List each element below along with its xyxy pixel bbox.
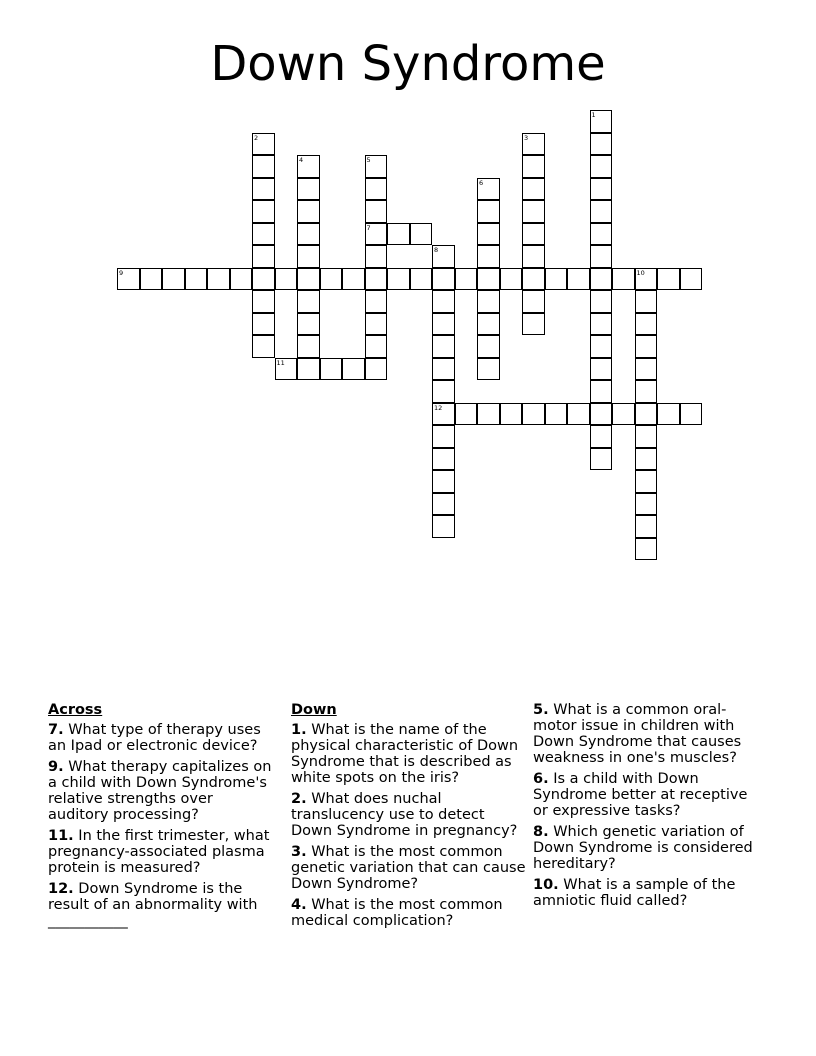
clue-number: 7 <box>366 223 371 232</box>
grid-cell[interactable] <box>432 380 455 403</box>
clue-item-number: 2. <box>291 791 307 807</box>
clue-number: 3 <box>524 133 529 142</box>
grid-cell[interactable] <box>477 268 500 291</box>
grid-cell[interactable] <box>590 268 613 291</box>
grid-cell[interactable] <box>455 403 478 426</box>
grid-cell[interactable] <box>612 268 635 291</box>
grid-cell[interactable] <box>252 245 275 268</box>
grid-cell[interactable] <box>410 223 433 246</box>
clue-item <box>291 897 526 929</box>
grid-cell[interactable] <box>590 223 613 246</box>
grid-cell[interactable] <box>432 245 455 268</box>
down-clues <box>291 702 526 934</box>
grid-cell[interactable] <box>567 403 590 426</box>
grid-cell[interactable] <box>522 268 545 291</box>
grid-cell[interactable] <box>185 268 208 291</box>
clue-item <box>533 771 763 819</box>
grid-cell[interactable] <box>297 245 320 268</box>
grid-cell[interactable] <box>612 403 635 426</box>
clue-item <box>533 702 763 766</box>
clue-item <box>291 844 526 892</box>
grid-cell[interactable] <box>432 290 455 313</box>
grid-cell[interactable] <box>387 268 410 291</box>
grid-cell[interactable] <box>522 313 545 336</box>
grid-cell[interactable] <box>590 403 613 426</box>
down-clues-continued <box>533 702 763 914</box>
grid-cell[interactable] <box>320 358 343 381</box>
grid-cell[interactable] <box>522 245 545 268</box>
grid-cell[interactable] <box>522 133 545 156</box>
clue-item <box>48 881 273 929</box>
clue-item-number: 11. <box>48 828 74 844</box>
clue-item-number: 4. <box>291 897 307 913</box>
grid-cell[interactable] <box>365 245 388 268</box>
grid-cell[interactable] <box>252 290 275 313</box>
grid-cell[interactable] <box>297 313 320 336</box>
clue-number: 6 <box>479 178 484 187</box>
clue-item <box>48 828 273 876</box>
grid-cell[interactable] <box>635 515 658 538</box>
clue-item <box>533 824 763 872</box>
down-heading: Down <box>291 702 337 718</box>
grid-cell[interactable] <box>545 268 568 291</box>
grid-cell[interactable] <box>252 200 275 223</box>
grid-cell[interactable] <box>477 403 500 426</box>
grid-cell[interactable] <box>297 178 320 201</box>
grid-cell[interactable] <box>635 403 658 426</box>
clue-number: 1 <box>591 111 596 119</box>
clue-item-text: In the first trimester, what pregnancy-associated plasma protein is measured? <box>48 828 270 876</box>
grid-cell[interactable] <box>590 358 613 381</box>
grid-cell[interactable] <box>432 268 455 291</box>
grid-cell[interactable] <box>365 178 388 201</box>
grid-cell[interactable] <box>657 268 680 291</box>
grid-cell[interactable] <box>297 268 320 291</box>
clue-item-number: 9. <box>48 759 64 775</box>
across-clues <box>48 702 273 934</box>
grid-cell[interactable] <box>320 268 343 291</box>
across-heading: Across <box>48 702 103 718</box>
grid-cell[interactable] <box>545 403 568 426</box>
grid-cell[interactable] <box>275 268 298 291</box>
grid-cell[interactable] <box>635 538 658 561</box>
grid-cell[interactable] <box>590 133 613 156</box>
clue-item-number: 6. <box>533 771 549 787</box>
grid-cell[interactable] <box>387 223 410 246</box>
grid-cell[interactable] <box>522 155 545 178</box>
down-clue-list <box>291 722 526 929</box>
grid-cell[interactable] <box>455 268 478 291</box>
grid-cell[interactable] <box>252 178 275 201</box>
grid-cell[interactable] <box>477 313 500 336</box>
grid-cell[interactable] <box>117 268 140 291</box>
grid-cell[interactable] <box>590 313 613 336</box>
grid-cell[interactable] <box>252 223 275 246</box>
grid-cell[interactable] <box>297 200 320 223</box>
clue-number: 9 <box>119 268 124 277</box>
grid-cell[interactable] <box>342 358 365 381</box>
grid-cell[interactable] <box>500 268 523 291</box>
grid-cell[interactable] <box>342 268 365 291</box>
clue-item <box>291 791 526 839</box>
grid-cell[interactable] <box>635 448 658 471</box>
page-title: Down Syndrome <box>210 36 606 92</box>
grid-cell[interactable] <box>432 313 455 336</box>
grid-cell[interactable] <box>590 245 613 268</box>
grid-cell[interactable] <box>635 470 658 493</box>
down-clue-list-continued <box>533 702 763 909</box>
clue-number: 8 <box>434 246 439 254</box>
grid-cell[interactable] <box>297 358 320 381</box>
grid-cell[interactable] <box>432 470 455 493</box>
grid-cell[interactable] <box>477 178 500 201</box>
clue-item-number: 5. <box>533 702 549 718</box>
grid-cell[interactable] <box>252 155 275 178</box>
clue-item <box>533 877 763 909</box>
grid-cell[interactable] <box>500 403 523 426</box>
grid-cell[interactable] <box>297 223 320 246</box>
grid-cell[interactable] <box>432 448 455 471</box>
grid-cell[interactable] <box>477 335 500 358</box>
grid-cell[interactable] <box>635 358 658 381</box>
grid-cell[interactable] <box>590 425 613 448</box>
grid-cell[interactable] <box>432 493 455 516</box>
grid-cell[interactable] <box>522 178 545 201</box>
grid-cell[interactable] <box>365 200 388 223</box>
grid-cell[interactable] <box>432 358 455 381</box>
clue-item-text: What does nuchal translucency use to detect Down Syndrome in pregnancy? <box>291 791 518 839</box>
grid-cell[interactable] <box>252 313 275 336</box>
grid-cell[interactable] <box>365 223 388 246</box>
grid-cell[interactable] <box>522 403 545 426</box>
grid-cell[interactable] <box>365 358 388 381</box>
clue-item-text: What is the name of the physical characteristic of Down Syndrome that is described as white spots on the iris? <box>291 722 519 786</box>
grid-cell[interactable] <box>365 335 388 358</box>
grid-cell[interactable] <box>522 290 545 313</box>
clue-item-number: 8. <box>533 824 549 840</box>
grid-cell[interactable] <box>590 380 613 403</box>
grid-cell[interactable] <box>410 268 433 291</box>
grid-cell[interactable] <box>297 290 320 313</box>
grid-cell[interactable] <box>162 268 185 291</box>
grid-cell[interactable] <box>635 425 658 448</box>
clue-item-number: 10. <box>533 877 559 893</box>
grid-cell[interactable] <box>297 335 320 358</box>
grid-cell[interactable] <box>432 403 455 426</box>
grid-cell[interactable] <box>140 268 163 291</box>
grid-cell[interactable] <box>590 335 613 358</box>
clue-number: 12 <box>434 403 443 412</box>
grid-cell[interactable] <box>567 268 590 291</box>
clue-item <box>48 759 273 823</box>
grid-cell[interactable] <box>590 290 613 313</box>
clue-item-number: 3. <box>291 844 307 860</box>
grid-cell[interactable] <box>657 403 680 426</box>
grid-cell[interactable] <box>252 335 275 358</box>
clue-item-number: 1. <box>291 722 307 738</box>
grid-cell[interactable] <box>522 200 545 223</box>
clue-item-text: Is a child with Down Syndrome better at receptive or expressive tasks? <box>533 771 748 819</box>
grid-cell[interactable] <box>230 268 253 291</box>
clue-item <box>48 722 273 754</box>
clue-number: 10 <box>636 268 645 277</box>
clue-item-text: Down Syndrome is the result of an abnormality with ___________ <box>48 881 258 929</box>
grid-cell[interactable] <box>252 268 275 291</box>
grid-cell[interactable] <box>477 245 500 268</box>
grid-cell[interactable] <box>635 335 658 358</box>
clue-item-text: What is the most common medical complication? <box>291 897 503 929</box>
grid-cell[interactable] <box>590 155 613 178</box>
grid-cell[interactable] <box>477 290 500 313</box>
grid-cell[interactable] <box>477 358 500 381</box>
grid-cell[interactable] <box>635 290 658 313</box>
clue-item-text: What is the most common genetic variation that can cause Down Syndrome? <box>291 844 526 892</box>
grid-cell[interactable] <box>590 178 613 201</box>
clue-item-number: 7. <box>48 722 64 738</box>
grid-cell[interactable] <box>365 313 388 336</box>
grid-cell[interactable] <box>635 493 658 516</box>
grid-cell[interactable] <box>680 268 703 291</box>
clue-item-text: Which genetic variation of Down Syndrome is considered hereditary? <box>533 824 753 872</box>
grid-cell[interactable] <box>432 515 455 538</box>
grid-cell[interactable] <box>590 448 613 471</box>
grid-cell[interactable] <box>432 425 455 448</box>
grid-cell[interactable] <box>477 200 500 223</box>
clue-item-text: What therapy capitalizes on a child with Down Syndrome's relative strengths over auditory processing? <box>48 759 272 823</box>
grid-cell[interactable] <box>477 223 500 246</box>
grid-cell[interactable] <box>432 335 455 358</box>
clue-number: 5 <box>366 156 371 164</box>
clue-item-text: What is a sample of the amniotic fluid called? <box>533 877 736 909</box>
grid-cell[interactable] <box>680 403 703 426</box>
grid-cell[interactable] <box>207 268 230 291</box>
grid-cell[interactable] <box>590 200 613 223</box>
grid-cell[interactable] <box>275 358 298 381</box>
grid-cell[interactable] <box>365 268 388 291</box>
grid-cell[interactable] <box>590 110 613 133</box>
grid-cell[interactable] <box>635 380 658 403</box>
grid-cell[interactable] <box>635 313 658 336</box>
clue-number: 2 <box>254 133 259 142</box>
grid-cell[interactable] <box>252 133 275 156</box>
clue-number: 11 <box>276 358 285 367</box>
across-clue-list <box>48 722 273 929</box>
clue-item <box>291 722 526 786</box>
grid-cell[interactable] <box>297 155 320 178</box>
clue-item-text: What type of therapy uses an Ipad or electronic device? <box>48 722 261 754</box>
grid-cell[interactable] <box>365 155 388 178</box>
grid-cell[interactable] <box>522 223 545 246</box>
clue-number: 4 <box>299 156 304 164</box>
clue-item-text: What is a common oral-motor issue in children with Down Syndrome that causes weakness in one's muscles? <box>533 702 742 766</box>
grid-cell[interactable] <box>635 268 658 291</box>
grid-cell[interactable] <box>365 290 388 313</box>
clue-item-number: 12. <box>48 881 74 897</box>
